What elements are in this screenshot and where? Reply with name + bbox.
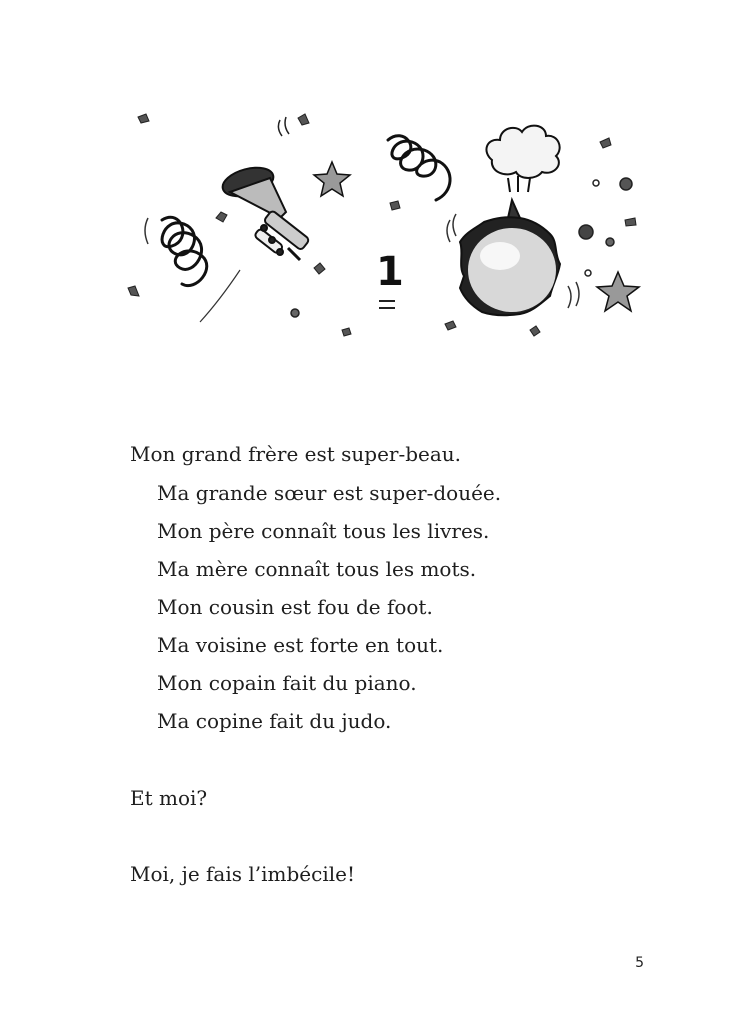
chapter-rule: [379, 300, 395, 302]
page-number: 5: [635, 955, 644, 971]
body-line: Ma mère connaît tous les mots.: [157, 557, 477, 581]
body-line: Mon copain fait du piano.: [157, 671, 417, 695]
cloud-puff-icon: [486, 126, 559, 178]
star-icon: [597, 272, 639, 311]
body-line: Ma grande sœur est super-douée.: [157, 481, 502, 505]
streamer-icon: [162, 217, 207, 285]
body-line: Mon père connaît tous les livres.: [157, 519, 490, 543]
chapter-rule: [379, 307, 395, 309]
chapter-number: 1: [376, 249, 404, 295]
answer-line: Moi, je fais l’imbécile!: [130, 862, 355, 886]
chapter-illustration: [120, 100, 660, 350]
body-line: Mon grand frère est super-beau.: [130, 442, 462, 466]
body-line: Ma copine fait du judo.: [157, 709, 392, 733]
balloon-icon: [460, 200, 560, 315]
question-line: Et moi?: [130, 786, 208, 810]
body-line: Mon cousin est fou de foot.: [157, 595, 433, 619]
body-line: Ma voisine est forte en tout.: [157, 633, 444, 657]
streamer-icon: [388, 136, 450, 200]
trumpet-icon: [220, 163, 310, 260]
star-icon: [314, 162, 350, 196]
